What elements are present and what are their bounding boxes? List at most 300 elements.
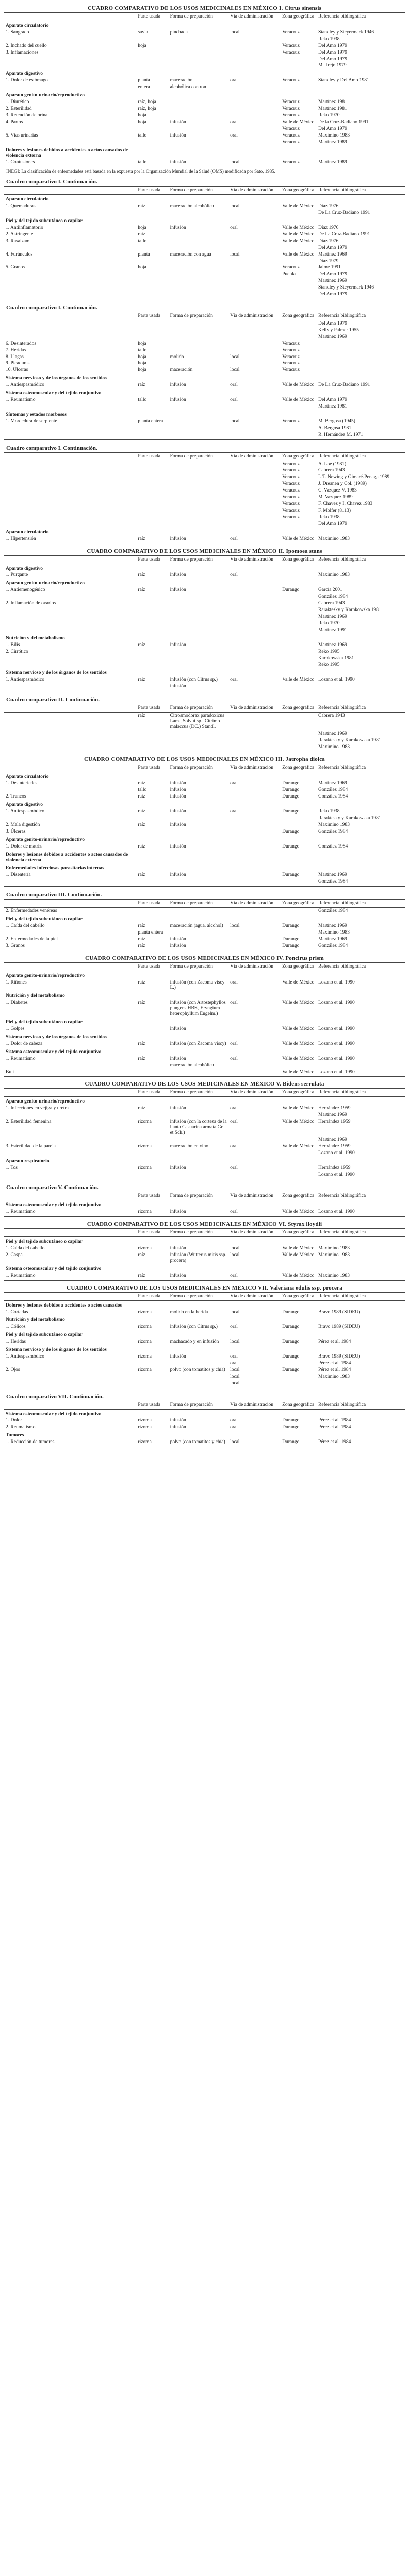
table-cell xyxy=(136,1137,168,1143)
table-cell xyxy=(228,863,281,872)
table-cell: rizoma xyxy=(138,1165,152,1171)
table-cell xyxy=(136,320,168,327)
table-cell xyxy=(169,501,229,507)
table-cell: Durango xyxy=(282,1367,300,1372)
table-row xyxy=(4,655,405,662)
table-cell xyxy=(169,1112,229,1118)
table-row xyxy=(4,507,405,514)
table-cell xyxy=(169,521,229,528)
table-cell xyxy=(228,620,281,627)
table-cell xyxy=(317,367,405,374)
table-cell xyxy=(136,835,168,843)
table-cell xyxy=(169,238,229,245)
table-cell xyxy=(281,1431,317,1439)
table-cell xyxy=(228,1032,281,1041)
table-row xyxy=(4,432,405,439)
table-cell: Piel y del tejido subcutáneo o capilar xyxy=(6,1239,83,1245)
table-title: CUADRO COMPARATIVO DE LOS USOS MEDICINALES EN MÉXICO VI. Styrax lloydii xyxy=(87,1221,322,1228)
table-cell xyxy=(317,1300,405,1309)
table-row xyxy=(4,999,405,1018)
table-cell: infusión xyxy=(170,794,186,800)
uses-table xyxy=(4,1192,405,1217)
table-cell xyxy=(228,474,281,481)
table-cell: 1. Antiespasmódico xyxy=(6,382,44,388)
table-cell: Hernández 1959 xyxy=(318,1106,351,1111)
table-cell: oral xyxy=(228,1209,281,1216)
table-cell: 2. Caspa xyxy=(6,1252,23,1258)
table-cell xyxy=(317,800,405,808)
table-cell: Valle de México xyxy=(282,382,315,388)
table-cell: infusión xyxy=(170,1106,186,1111)
table-cell xyxy=(169,1409,229,1417)
table-cell: Veracruz xyxy=(282,461,300,467)
table-cell: Maximino 1983 xyxy=(318,1374,350,1379)
table-cell: rizoma xyxy=(138,1418,152,1423)
table-cell: Veracruz xyxy=(281,159,317,167)
table-cell: 4. Furúnculos xyxy=(6,251,33,257)
table-row xyxy=(4,231,405,238)
continuation-title: Cuadro comparativo III. Continuación. xyxy=(6,892,102,899)
table-title: CUADRO COMPARATIVO DE LOS USOS MEDICINALES EN MÉXICO IV. Poncirus prism xyxy=(85,955,324,961)
table-cell xyxy=(169,1431,229,1439)
table-cell xyxy=(281,21,317,29)
table-cell xyxy=(317,863,405,872)
table-cell: local xyxy=(230,418,240,424)
table-cell: Pérez et al. 1984 xyxy=(317,1439,405,1447)
table-cell xyxy=(136,36,168,43)
table-cell: Veracruz xyxy=(282,106,300,111)
table-cell: Pérez et al. 1984 xyxy=(318,1425,351,1430)
table-cell xyxy=(317,991,405,999)
table-cell xyxy=(317,1047,405,1056)
table-cell xyxy=(4,737,136,744)
table-cell: raíz xyxy=(138,204,145,209)
table-section xyxy=(4,445,405,544)
table-cell xyxy=(228,494,281,501)
column-header: Vía de administración xyxy=(228,962,281,971)
table-row xyxy=(4,683,405,691)
table-cell xyxy=(169,278,229,284)
column-header: Parte usada xyxy=(136,704,168,713)
table-cell: Valle de México xyxy=(282,231,315,237)
table-cell xyxy=(169,828,229,835)
table-cell xyxy=(169,507,229,514)
table-cell: tallo xyxy=(138,132,147,138)
table-cell xyxy=(136,772,168,780)
table-title: CUADRO COMPARATIVO DE LOS USOS MEDICINALES EN MÉXICO VII. Valeriana edulis ssp. procera xyxy=(67,1284,342,1291)
header-row xyxy=(4,1292,405,1300)
category-row xyxy=(4,1409,405,1417)
column-header: Parte usada xyxy=(136,555,168,564)
column-header: Forma de preparación xyxy=(169,312,229,320)
table-cell xyxy=(4,320,136,327)
table-cell: 3. Retención de orina xyxy=(6,112,48,118)
table-cell: raíz xyxy=(138,642,145,648)
table-cell: infusión xyxy=(170,225,186,230)
table-cell xyxy=(281,744,317,752)
table-cell xyxy=(228,467,281,474)
table-cell: González 1984 xyxy=(318,908,348,914)
table-cell: Cabrera 1943 xyxy=(318,468,345,473)
table-cell: 1. Diabetes xyxy=(6,1000,28,1006)
table-cell xyxy=(136,971,168,979)
uses-table xyxy=(4,186,405,299)
table-cell: Del Amo 1979 xyxy=(318,397,347,403)
header-row xyxy=(4,962,405,971)
table-cell: rizoma xyxy=(138,1367,152,1372)
table-cell xyxy=(136,564,168,572)
column-header: Parte usada xyxy=(136,962,168,971)
table-cell xyxy=(228,210,281,216)
table-cell xyxy=(136,507,168,514)
table-cell: 1. Cortadas xyxy=(6,1309,28,1315)
table-cell xyxy=(169,487,229,494)
table-row xyxy=(4,979,405,992)
table-cell: Del Amo 1979 xyxy=(318,320,347,326)
table-cell xyxy=(136,600,168,607)
column-header xyxy=(4,900,136,908)
table-cell: planta xyxy=(138,251,150,257)
table-cell: rizoma xyxy=(138,1143,152,1149)
column-header: Referencia bibliográfica xyxy=(317,312,405,320)
table-cell: Karnkowska 1981 xyxy=(318,655,354,661)
table-row xyxy=(4,1026,405,1032)
table-cell xyxy=(4,1112,136,1118)
column-header: Vía de administración xyxy=(228,900,281,908)
table-cell: Aparato genito-urinario/reproductivo xyxy=(6,1099,85,1105)
table-cell: 2. Ojos xyxy=(6,1367,20,1372)
table-cell xyxy=(136,737,168,744)
table-cell: Enfermedades infecciosas parasitarias internas xyxy=(6,866,104,871)
column-header: Referencia bibliográfica xyxy=(317,13,405,21)
table-cell xyxy=(136,1032,168,1041)
table-cell xyxy=(228,1137,281,1143)
table-cell: oral xyxy=(230,1000,238,1006)
table-cell: Valle de México xyxy=(282,979,315,985)
table-cell: planta xyxy=(138,78,150,83)
table-cell xyxy=(136,614,168,620)
table-cell: Reko 1938 xyxy=(318,36,340,42)
table-cell xyxy=(228,264,281,271)
table-row xyxy=(4,56,405,63)
table-cell xyxy=(228,1315,281,1324)
table-cell xyxy=(281,878,317,886)
table-row xyxy=(4,284,405,291)
table-cell xyxy=(228,587,281,594)
table-cell: raíz xyxy=(138,713,145,719)
table-cell: Maximino 1983 xyxy=(317,536,405,544)
column-header: Zona geográfica xyxy=(281,962,317,971)
table-cell xyxy=(169,112,229,119)
column-header: Zona geográfica xyxy=(281,187,317,195)
table-cell xyxy=(228,278,281,284)
table-cell: 2. Mala digestión xyxy=(6,822,40,827)
table-cell xyxy=(4,487,136,494)
table-cell xyxy=(169,106,229,112)
table-cell xyxy=(317,1315,405,1324)
table-cell xyxy=(4,284,136,291)
table-cell: 1. Hipertensión xyxy=(4,536,136,544)
table-cell xyxy=(169,195,229,203)
table-cell xyxy=(4,607,136,614)
table-cell xyxy=(281,146,317,160)
table-cell: 2. Astringente xyxy=(6,231,34,237)
table-cell: oral xyxy=(230,1143,238,1149)
table-row xyxy=(4,1041,405,1047)
continuation-title: Cuadro comparativo VII. Continuación. xyxy=(6,1393,104,1400)
table-row xyxy=(4,943,405,951)
table-cell xyxy=(281,195,317,203)
table-cell xyxy=(169,231,229,238)
table-cell: Veracruz xyxy=(282,43,300,48)
category-row xyxy=(4,21,405,29)
table-row xyxy=(4,642,405,649)
table-cell xyxy=(169,594,229,600)
table-cell xyxy=(317,146,405,160)
table-cell xyxy=(228,238,281,245)
table-cell xyxy=(136,21,168,29)
table-cell: 10. Úlceras xyxy=(6,367,28,373)
table-cell: Tumores xyxy=(6,1433,24,1438)
table-cell: raíz xyxy=(138,1000,145,1006)
table-cell xyxy=(136,1157,168,1165)
table-cell xyxy=(317,835,405,843)
table-row xyxy=(4,341,405,347)
table-cell xyxy=(136,683,168,691)
table-cell: Martínez 1981 xyxy=(318,99,347,105)
table-cell: L.T. Newing y Gimaré-Penaga 1989 xyxy=(318,474,390,480)
table-cell: raíz xyxy=(138,872,145,878)
table-cell: Del Amo 1979 xyxy=(318,56,347,62)
table-cell: Veracruz xyxy=(282,112,300,118)
table-cell xyxy=(4,683,136,691)
table-cell xyxy=(169,494,229,501)
table-cell: Dolores y lesiones debidos a accidentes o actos causados xyxy=(6,1302,122,1308)
table-cell xyxy=(136,126,168,132)
table-cell: Del Amo 1979 xyxy=(318,43,347,48)
table-cell: oral xyxy=(230,225,238,230)
column-header: Vía de administración xyxy=(228,555,281,564)
table-cell xyxy=(136,1237,168,1245)
table-cell: Maximino 1983 xyxy=(318,1246,350,1251)
table-cell xyxy=(136,56,168,63)
table-row xyxy=(4,354,405,361)
table-cell: Aparato genito-urinario/reproductivo xyxy=(6,93,85,98)
table-cell xyxy=(317,914,405,923)
table-cell: infusión xyxy=(169,683,229,691)
table-cell: Lozano et al. 1990 xyxy=(318,1000,355,1006)
table-section xyxy=(4,697,405,752)
table-cell: Durango xyxy=(281,943,317,951)
table-cell xyxy=(228,929,281,936)
uses-table xyxy=(4,764,405,887)
table-title: CUADRO COMPARATIVO DE LOS USOS MEDICINALES EN MÉXICO V. Bidens serrulata xyxy=(85,1081,324,1088)
table-cell xyxy=(169,614,229,620)
table-cell xyxy=(169,1374,229,1380)
table-cell xyxy=(136,655,168,662)
column-header: Parte usada xyxy=(136,187,168,195)
table-cell: De la Cruz-Badiano 1991 xyxy=(318,119,369,125)
table-cell xyxy=(228,514,281,521)
table-cell xyxy=(228,139,281,146)
table-cell: Reko 1995 xyxy=(318,662,340,668)
table-cell xyxy=(136,649,168,655)
table-cell xyxy=(228,649,281,655)
table-cell: Kelly y Palmer 1955 xyxy=(318,327,359,333)
column-header: Referencia bibliográfica xyxy=(317,187,405,195)
table-cell: Hernández 1959 xyxy=(318,1119,351,1125)
table-cell: raíz xyxy=(138,822,145,827)
table-cell: Aparato circulatorio xyxy=(6,197,49,202)
column-header: Zona geográfica xyxy=(281,13,317,21)
table-cell: local xyxy=(230,1309,240,1315)
table-cell: Veracruz xyxy=(282,354,300,360)
table-cell: infusión xyxy=(170,1354,186,1360)
table-cell: Valle de México xyxy=(282,1119,315,1125)
table-cell: raíz xyxy=(138,794,145,800)
table-cell xyxy=(169,264,229,271)
table-cell xyxy=(136,91,168,99)
table-cell xyxy=(228,614,281,620)
table-cell xyxy=(169,1018,229,1026)
table-cell: infusión (con Zacoma viscy) xyxy=(170,1041,226,1046)
table-cell xyxy=(4,126,136,132)
table-cell: Nutrición y del metabolismo xyxy=(6,1317,65,1323)
table-cell: 1. Reumatismo xyxy=(4,1273,136,1280)
table-cell xyxy=(169,528,229,536)
table-cell: 1. Reumatismo xyxy=(6,1056,36,1061)
table-cell xyxy=(136,139,168,146)
table-cell xyxy=(281,1237,317,1245)
table-cell: Martínez 1969 xyxy=(318,614,347,619)
table-cell: Durango xyxy=(282,1309,300,1315)
table-section xyxy=(4,304,405,440)
table-cell xyxy=(136,1069,168,1077)
table-cell xyxy=(136,425,168,432)
table-cell xyxy=(169,991,229,999)
continuation-title: Cuadro comparativo V. Continuación. xyxy=(6,1184,99,1191)
table-cell xyxy=(4,291,136,299)
table-row xyxy=(4,126,405,132)
table-cell: 2. Inflamación de ovarios xyxy=(6,601,56,606)
table-cell: A. Loe (1981) xyxy=(318,461,347,467)
table-footnote: INEGI: La clasificación de enfermedades está basada en la expuesta por la Organización Mundial de la Salud (OMS) modificada por Sato, 1985. xyxy=(6,168,275,174)
table-section xyxy=(4,1394,405,1448)
table-cell xyxy=(281,334,317,341)
table-cell: Valle de México xyxy=(281,1069,317,1077)
table-cell xyxy=(4,481,136,487)
table-cell xyxy=(169,1380,229,1388)
table-cell xyxy=(228,1157,281,1165)
table-cell: maceración alcohólica xyxy=(170,204,214,209)
table-cell: oral xyxy=(228,1273,281,1280)
table-cell xyxy=(169,327,229,334)
table-row xyxy=(4,278,405,284)
table-cell: A. Bergosa 1981 xyxy=(318,425,351,431)
table-cell: oral xyxy=(230,1324,238,1330)
table-cell: infusión xyxy=(170,936,186,942)
table-cell: Reko 1938 xyxy=(318,514,340,520)
table-cell xyxy=(136,620,168,627)
table-cell xyxy=(281,528,317,536)
table-cell: Lozano et al. 1990 xyxy=(318,677,355,683)
table-cell: 1. Dolor de cabeza xyxy=(6,1041,43,1046)
table-cell xyxy=(169,403,229,410)
table-row xyxy=(4,594,405,600)
table-row xyxy=(4,676,405,683)
column-header: Zona geográfica xyxy=(281,1229,317,1237)
table-cell: 1. Cólicos xyxy=(6,1324,26,1330)
table-row xyxy=(4,1112,405,1118)
table-cell xyxy=(4,210,136,216)
table-cell xyxy=(281,642,317,649)
column-header: Parte usada xyxy=(136,1292,168,1300)
table-cell: Veracruz xyxy=(282,501,300,507)
table-row xyxy=(4,360,405,367)
category-row xyxy=(4,1157,405,1165)
table-cell xyxy=(136,374,168,382)
table-cell: Bravo 1989 (SIDEU) xyxy=(318,1324,361,1330)
table-cell xyxy=(317,1157,405,1165)
table-section xyxy=(4,1285,405,1388)
category-row xyxy=(4,1237,405,1245)
table-title: CUADRO COMPARATIVO DE LOS USOS MEDICINALES EN MÉXICO III. Jatropha dioica xyxy=(84,756,325,762)
table-cell: raíz xyxy=(138,923,145,929)
table-cell xyxy=(317,1380,405,1388)
column-header: Forma de preparación xyxy=(169,1089,229,1097)
table-cell: oral xyxy=(230,397,238,403)
table-cell: 2. Reumatismo xyxy=(6,1425,36,1430)
table-cell xyxy=(281,258,317,265)
table-cell xyxy=(281,320,317,327)
table-cell xyxy=(136,1315,168,1324)
table-cell: Durango xyxy=(282,828,300,834)
table-cell xyxy=(169,655,229,662)
table-row xyxy=(4,84,405,91)
table-cell xyxy=(228,461,281,467)
table-cell xyxy=(4,1137,136,1143)
table-row xyxy=(4,521,405,528)
table-cell xyxy=(136,245,168,251)
table-cell xyxy=(228,388,281,397)
table-cell xyxy=(169,36,229,43)
table-cell xyxy=(4,1172,136,1179)
table-cell xyxy=(136,258,168,265)
table-cell: local xyxy=(230,29,240,35)
table-row xyxy=(4,929,405,936)
table-cell xyxy=(228,360,281,367)
table-cell xyxy=(169,49,229,56)
table-cell: Martínez 1969 xyxy=(318,251,347,257)
table-cell xyxy=(281,1032,317,1041)
table-cell xyxy=(136,731,168,737)
table-cell xyxy=(228,800,281,808)
table-row xyxy=(4,1367,405,1374)
column-header: Zona geográfica xyxy=(281,704,317,713)
table-section xyxy=(4,756,405,887)
table-cell: Valle de México xyxy=(282,119,315,125)
table-cell xyxy=(136,579,168,587)
table-cell: 3. Esterilidad de la pareja xyxy=(6,1143,56,1149)
table-cell: Sistema osteomuscular y del tejido conjuntivo xyxy=(6,391,102,396)
category-row xyxy=(4,668,405,676)
table-cell: infusión xyxy=(170,1246,186,1251)
table-row xyxy=(4,139,405,146)
table-cell xyxy=(281,1264,317,1273)
table-cell: Veracruz xyxy=(282,508,300,513)
table-cell xyxy=(169,772,229,780)
table-cell: Martínez 1991 xyxy=(318,627,347,633)
